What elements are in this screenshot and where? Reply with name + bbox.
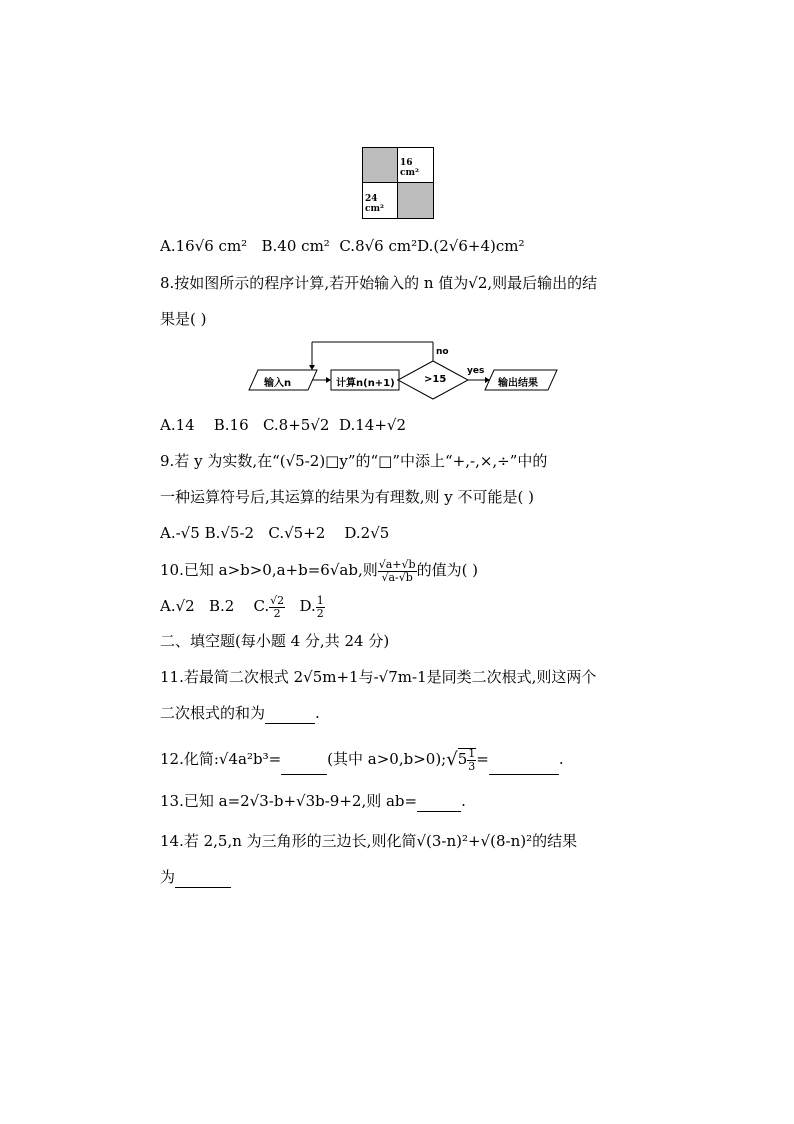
q10-option-d-frac [316, 595, 325, 620]
q12-sqrt: √ [446, 749, 458, 770]
q12-frac-num: 1 [468, 746, 476, 760]
q12-radicand [457, 746, 477, 773]
q7-square-top-right [398, 148, 433, 183]
q14-line2-text: 为 [160, 868, 176, 886]
q10-frac-den: √a-√b [381, 570, 413, 584]
q9-options [160, 522, 389, 544]
q14-answer-blank[interactable] [175, 869, 231, 888]
q12-prefix: 12.化简:√4a²b³= [160, 750, 282, 768]
q13-prefix: 13.已知 a=2√3-b+√3b-9+2,则 ab= [160, 792, 418, 810]
q10-fraction [378, 559, 417, 584]
q7-square-bottom-right [398, 183, 433, 218]
q14-line1: 14.若 2,5,n 为三角形的三边长,则化简√(3-n)²+√(8-n)²的结果 [160, 832, 578, 850]
q8-option-c: C.8+5√2 [262, 416, 330, 434]
q8-option-d: D.14+√2 [338, 416, 407, 434]
q7-option-d: D.(2√6+4)cm² [417, 237, 525, 255]
q10-option-d-num: 1 [316, 593, 324, 607]
flowchart-lines [240, 340, 570, 400]
q10-suffix: 的值为( ) [416, 561, 479, 579]
q9-option-a: A.-√5 [160, 524, 200, 542]
q7-option-a: A.16√6 cm² [160, 237, 248, 255]
q13-suffix: . [461, 792, 466, 810]
q10-option-c [253, 593, 285, 620]
q9-line2: 一种运算符号后,其运算的结果为有理数,则 y 不可能是( ) [160, 488, 535, 506]
q8-flowchart [240, 340, 570, 400]
q10-option-d-prefix: D. [299, 597, 316, 615]
flow-no-label: no [436, 347, 449, 357]
q7-square-top-left [363, 148, 398, 183]
q7-option-c: C.8√6 cm² [339, 237, 418, 255]
q12-radicand-whole: 5 [457, 750, 468, 768]
q12-eq: = [476, 750, 489, 768]
flow-input-label: 输入n [264, 378, 292, 389]
q11-answer-blank[interactable] [265, 705, 315, 724]
section-heading: 二、填空题(每小题 4 分,共 24 分) [160, 632, 390, 650]
q12-line [160, 744, 564, 775]
q8-options [160, 414, 406, 436]
q12-middle: (其中 a>0,b>0); [327, 750, 447, 768]
q10-options [160, 592, 325, 620]
q12-suffix: . [558, 750, 564, 768]
q8-option-b: B.16 [213, 416, 249, 434]
q7-option-b: B.40 cm² [261, 237, 330, 255]
q10-option-c-frac [269, 595, 285, 620]
q11-line2-suffix: . [315, 704, 320, 722]
q10-option-b: B.2 [209, 597, 235, 615]
q12-radicand-frac [467, 748, 476, 773]
q11-line2 [160, 702, 320, 724]
q10-question [160, 556, 478, 584]
q8-option-a: A.14 [160, 416, 195, 434]
flow-yes-label: yes [467, 366, 485, 376]
q10-frac-num: √a+√b [378, 557, 416, 571]
q10-option-c-prefix: C. [253, 597, 270, 615]
q13-answer-blank[interactable] [417, 793, 461, 812]
q9-option-b: B.√5-2 [204, 524, 255, 542]
flow-output-label: 输出结果 [498, 378, 538, 389]
q12-answer-blank-1[interactable] [281, 754, 327, 775]
q7-figure [362, 147, 434, 219]
q10-option-d-den: 2 [316, 606, 324, 620]
q7-options [160, 235, 524, 257]
q10-option-a: A.√2 [160, 597, 195, 615]
q9-option-c: C.√5+2 [268, 524, 326, 542]
q10-option-c-den: 2 [273, 606, 281, 620]
flow-compute-label: 计算n(n+1) [336, 378, 395, 389]
q10-option-d [299, 593, 324, 620]
q10-prefix: 10.已知 a>b>0,a+b=6√ab,则 [160, 561, 378, 579]
q14-line2 [160, 866, 231, 888]
q10-option-c-num: √2 [270, 593, 285, 607]
q8-line2: 果是( ) [160, 310, 207, 328]
q7-label-24: 24 cm² [365, 194, 384, 214]
q7-label-16: 16 cm² [400, 158, 419, 178]
q12-answer-blank-2[interactable] [489, 754, 559, 775]
flow-condition-label: >15 [424, 374, 447, 385]
q11-line2-prefix: 二次根式的和为 [160, 704, 266, 722]
q7-square-bottom-left [363, 183, 398, 218]
q9-line1: 9.若 y 为实数,在“(√5-2)□y”的“□”中添上“+,-,×,÷”中的 [160, 452, 548, 470]
q11-line1: 11.若最简二次根式 2√5m+1与-√7m-1是同类二次根式,则这两个 [160, 668, 597, 686]
q13-line [160, 790, 466, 812]
q12-frac-den: 3 [468, 759, 476, 773]
q8-line1: 8.按如图所示的程序计算,若开始输入的 n 值为√2,则最后输出的结 [160, 274, 598, 292]
q9-option-d: D.2√5 [344, 524, 390, 542]
